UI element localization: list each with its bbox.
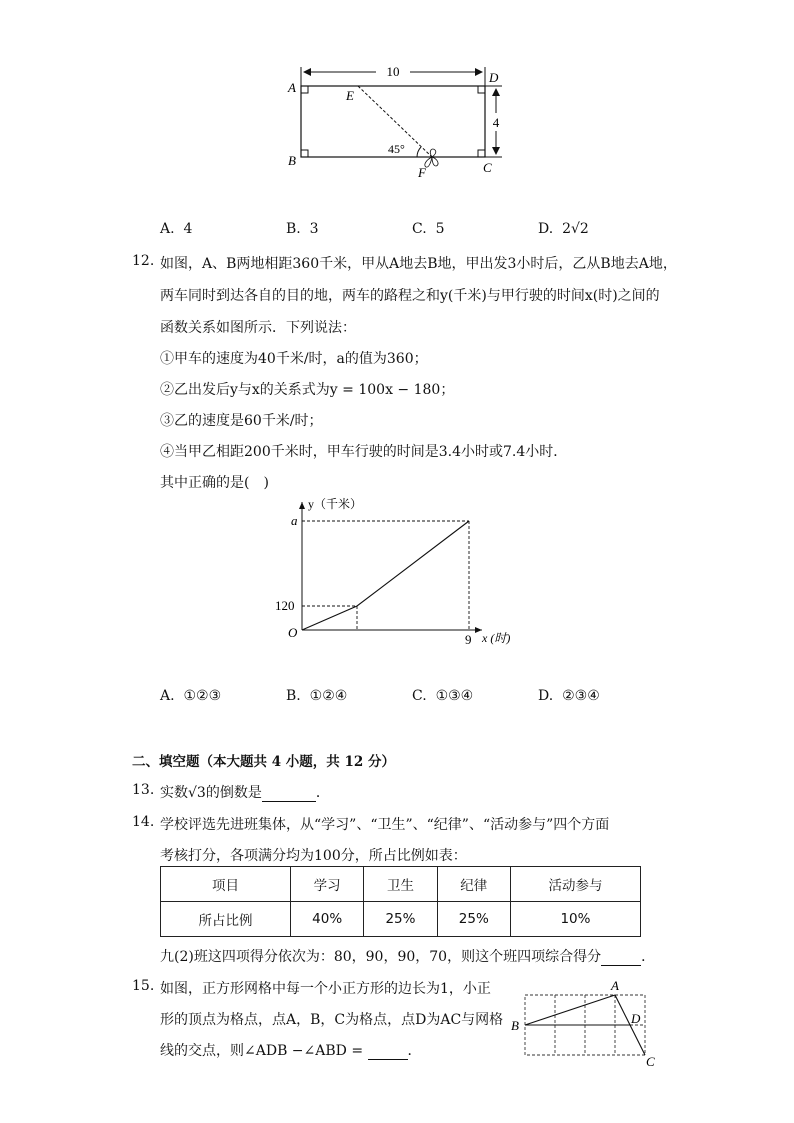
q12-line-1: 如图，A、B两地相距360千米，甲从A地去B地，甲出发3小时后，乙从B地去A地， xyxy=(160,256,677,272)
q13-number: 13. xyxy=(132,782,155,798)
q12-line-5: ②乙出发后y与x的关系式为y = 100x − 180； xyxy=(160,382,455,398)
label-e: E xyxy=(346,88,354,103)
q12-line-6: ③乙的速度是60千米/时； xyxy=(160,413,323,429)
table-cell: 项目 xyxy=(161,867,291,902)
table-cell: 活动参与 xyxy=(510,867,640,902)
q15-line-2: 形的顶点为格点，点A，B，C为格点，点D为AC与网格 xyxy=(160,1012,504,1028)
q13-answer-blank[interactable] xyxy=(262,785,316,802)
q14-line-1: 学校评选先进班集体，从“学习”、“卫生”、“纪律”、“活动参与”四个方面 xyxy=(160,817,610,833)
q12-line-4: ①甲车的速度为40千米/时，a的值为360； xyxy=(160,351,428,367)
table-row xyxy=(161,902,641,937)
q12-line-3: 函数关系如图所示．下列说法： xyxy=(160,320,356,336)
section-2-title: 二、填空题（本大题共 4 小题，共 12 分） xyxy=(132,754,395,770)
graph-tick-a: a xyxy=(291,513,298,528)
label-f: F xyxy=(418,165,426,180)
q14-answer-blank[interactable] xyxy=(601,949,641,966)
table-row xyxy=(161,867,641,902)
table-cell: 所占比例 xyxy=(161,902,291,937)
q14-number: 14. xyxy=(132,814,155,830)
q15-line-1: 如图，正方形网格中每一个小正方形的边长为1，小正 xyxy=(160,981,491,997)
q14-line-3: 九(2)班这四项得分依次为：80，90，90，70，则这个班四项综合得分 ． xyxy=(160,949,656,965)
grid-label-c: C xyxy=(646,1054,655,1069)
graph-y-label: y（千米） xyxy=(308,497,363,511)
q12-option-b[interactable]: B. ①②④ xyxy=(286,688,348,704)
grid-label-a: A xyxy=(611,978,619,993)
q13-text: 实数√3的倒数是 ． xyxy=(160,785,330,801)
q12-option-c[interactable]: C. ①③④ xyxy=(412,688,474,704)
table-cell: 25% xyxy=(437,902,510,937)
dimension-right: 4 xyxy=(492,115,500,130)
ratio-table xyxy=(160,866,641,937)
q15-number: 15. xyxy=(132,978,155,994)
label-d: D xyxy=(489,70,499,85)
q12-function-graph xyxy=(270,492,530,652)
table-cell: 卫生 xyxy=(364,867,437,902)
function-line xyxy=(302,521,469,630)
graph-origin: O xyxy=(288,625,298,640)
q11-option-d[interactable]: D. 2√2 xyxy=(538,221,589,237)
dimension-top: 10 xyxy=(386,64,400,79)
q11-option-b[interactable]: B. 3 xyxy=(286,221,319,237)
grid-label-b: B xyxy=(511,1018,519,1033)
q12-option-a[interactable]: A. ①②③ xyxy=(160,688,222,704)
q12-option-d[interactable]: D. ②③④ xyxy=(538,688,600,704)
graph-tick-9: 9 xyxy=(465,632,472,647)
label-a: A xyxy=(288,80,296,95)
q15-grid-figure xyxy=(505,975,665,1070)
q11-option-a[interactable]: A. 4 xyxy=(160,221,193,237)
q11-option-c[interactable]: C. 5 xyxy=(412,221,445,237)
label-b: B xyxy=(288,153,296,168)
label-c: C xyxy=(483,160,492,175)
table-cell: 学习 xyxy=(291,867,364,902)
graph-tick-120: 120 xyxy=(275,598,295,613)
q15-answer-blank[interactable] xyxy=(368,1043,408,1060)
grid-label-d: D xyxy=(631,1011,641,1026)
q12-number: 12. xyxy=(132,253,155,269)
rectangle-figure xyxy=(280,55,520,185)
q12-line-2: 两车同时到达各自的目的地，两车的路程之和y(千米)与甲行驶的时间x(时)之间的 xyxy=(160,288,660,304)
table-cell: 纪律 xyxy=(437,867,510,902)
segment-ab xyxy=(525,995,615,1025)
q12-line-7: ④当甲乙相距200千米时，甲车行驶的时间是3.4小时或7.4小时． xyxy=(160,444,568,460)
table-cell: 10% xyxy=(510,902,640,937)
table-cell: 40% xyxy=(291,902,364,937)
q14-line-2: 考核打分，各项满分均为100分，所占比例如表： xyxy=(160,848,467,864)
graph-x-label: x (时) xyxy=(482,631,511,645)
q12-line-8: 其中正确的是( ) xyxy=(160,475,269,491)
q15-line-3: 线的交点，则∠ADB −∠ABD = ． xyxy=(160,1043,422,1059)
table-cell: 25% xyxy=(364,902,437,937)
angle-label: 45° xyxy=(388,142,405,156)
